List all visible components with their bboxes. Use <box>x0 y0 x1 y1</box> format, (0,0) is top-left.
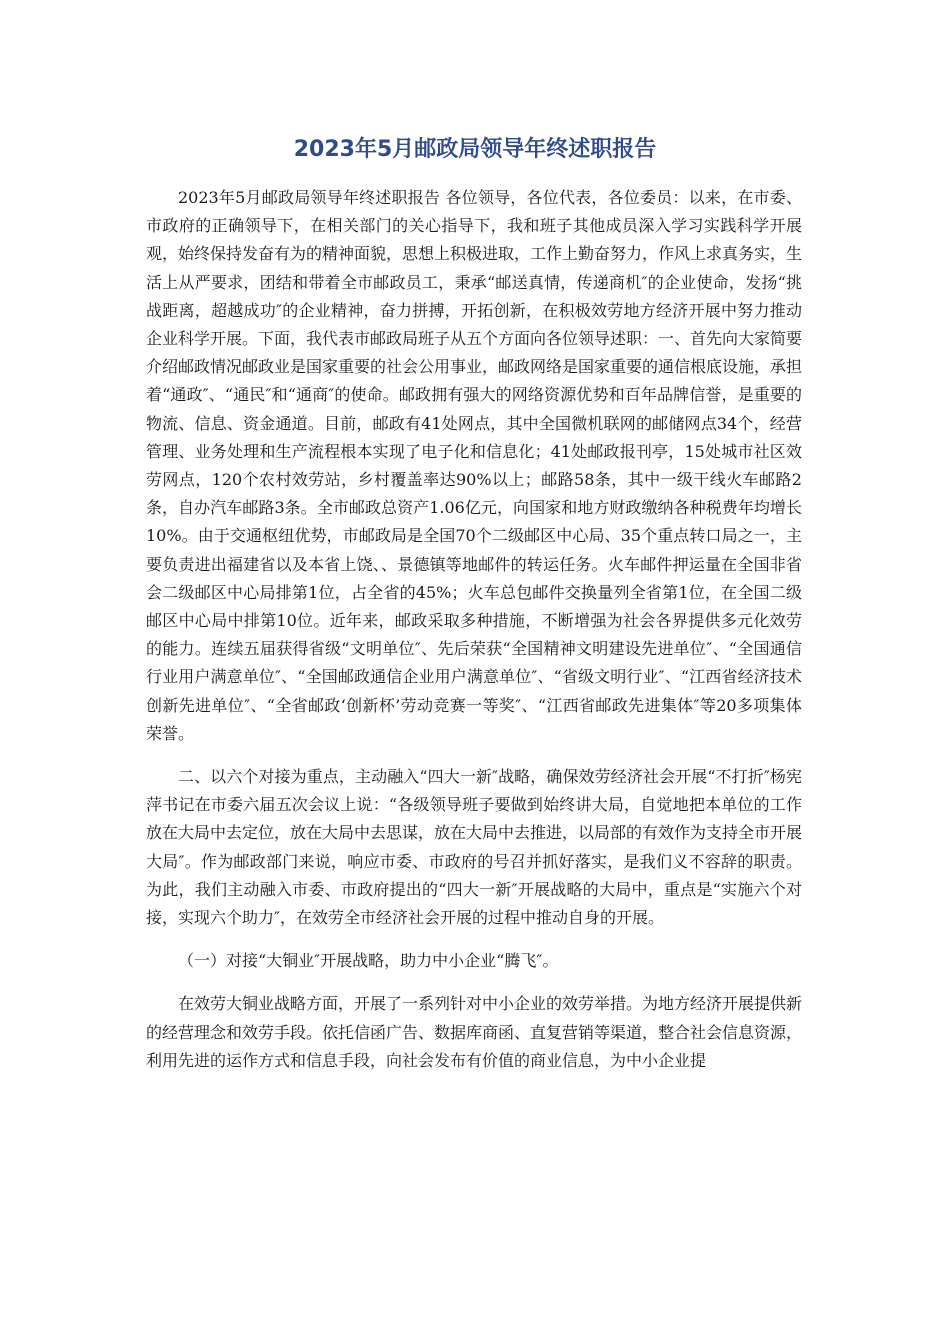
paragraph-4: 在效劳大铜业战略方面，开展了一系列针对中小企业的效劳举措。为地方经济开展提供新的经营理念和效劳手段。依托信函广告、数据库商函、直复营销等渠道，整合社会信息资源，利用先进的运作方式和信息手段，向社会发布有价值的商业信息，为中小企业提 <box>146 994 803 1070</box>
paragraph-3: （一）对接“大铜业″开展战略，助力中小企业“腾飞″。 <box>178 951 559 971</box>
paragraph-1: 2023年5月邮政局领导年终述职报告 各位领导，各位代表，各位委员：以来，在市委、市政府的正确领导下，在相关部门的关心指导下，我和班子其他成员深入学习实践科学开展观，始终保持发奋有为的精神面貌，思想上积极进取，工作上勤奋努力，作风上求真务实，生活上从严要求，团结和带着全市邮政员工，秉承“邮送真情，传递商机″的企业使命，发扬“挑战距离，超越成功″的企业精神，奋力拼搏，开拓创新，在积极效劳地方经济开展中努力推动企业科学开展。下面，我代表市邮政局班子从五个方面向各位领导述职：一、首先向大家简要介绍邮政情况邮政业是国家重要的社会公用事业，邮政网络是国家重要的通信根底设施，承担着“通政″、“通民″和“通商″的使命。邮政拥有强大的网络资源优势和百年品牌信誉，是重要的物流、信息、资金通道。目前，邮政有41处网点，其中全国微机联网的邮储网点34个，经营管理、业务处理和生产流程根本实现了电子化和信息化；41处邮政报刊亭，15处城市社区效劳网点，120个农村效劳站，乡村覆盖率达90%以上；邮路58条，其中一级干线火车邮路2条，自办汽车邮路3条。全市邮政总资产1.06亿元，向国家和地方财政缴纳各种税费年均增长10%。由于交通枢纽优势，市邮政局是全国70个二级邮区中心局、35个重点转口局之一，主要负责进出福建省以及本省上饶、、景德镇等地邮件的转运任务。火车邮件押运量在全国非省会二级邮区中心局排第1位，占全省的45%；火车总包邮件交换量列全省第1位，在全国二级邮区中心局中排第10位。近年来，邮政采取多种措施，不断增强为社会各界提供多元化效劳的能力。连续五届获得省级“文明单位″、先后荣获“全国精神文明建设先进单位″、“全国通信行业用户满意单位″、“全国邮政通信企业用户满意单位″、“省级文明行业″、“江西省经济技术创新先进单位″、“全省邮政‘创新杯’劳动竞赛一等奖″、“江西省邮政先进集体″等20多项集体荣誉。 <box>146 188 803 743</box>
document-body <box>146 184 802 1090</box>
paragraph-2: 二、以六个对接为重点，主动融入“四大一新″战略，确保效劳经济社会开展“不打折″杨宪萍书记在市委六届五次会议上说：“各级领导班子要做到始终讲大局，自觉地把本单位的工作放在大局中去定位，放在大局中去思谋，放在大局中去推进，以局部的有效作为支持全市开展大局″。作为邮政部门来说，响应市委、市政府的号召并抓好落实，是我们义不容辞的职责。为此，我们主动融入市委、市政府提出的“四大一新″开展战略的大局中，重点是“实施六个对接，实现六个助力″，在效劳全市经济社会开展的过程中推动自身的开展。 <box>146 767 803 928</box>
document-title: 2023年5月邮政局领导年终述职报告 <box>293 137 657 162</box>
